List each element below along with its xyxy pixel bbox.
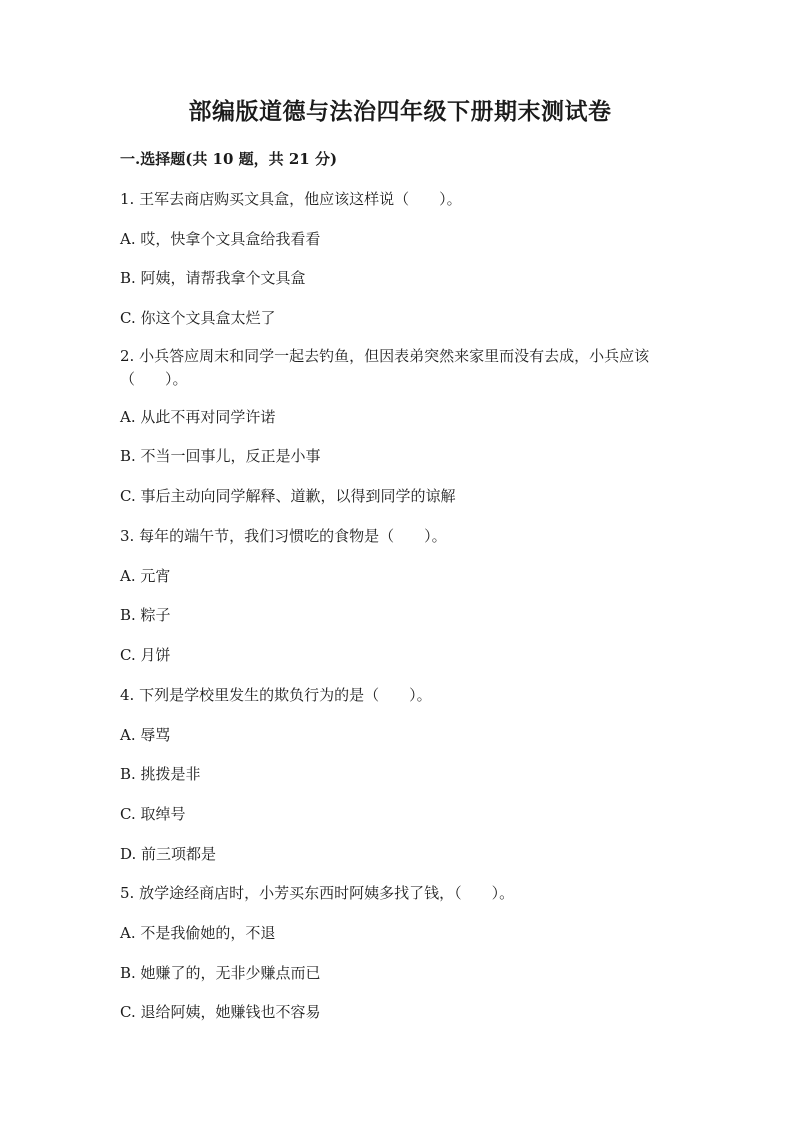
question-5-option-b: B. 她赚了的，无非少赚点而已	[120, 964, 321, 982]
question-4-option-c: C. 取绰号	[120, 805, 186, 823]
question-1-option-c: C. 你这个文具盒太烂了	[120, 309, 276, 327]
question-2-option-b: B. 不当一回事儿，反正是小事	[120, 447, 321, 465]
question-3-option-c: C. 月饼	[120, 646, 171, 664]
question-4-option-a: A. 辱骂	[120, 726, 171, 744]
question-1-option-b: B. 阿姨，请帮我拿个文具盒	[120, 269, 306, 287]
question-4-option-b: B. 挑拨是非	[120, 765, 201, 783]
question-2-option-c: C. 事后主动向同学解释、道歉，以得到同学的谅解	[120, 487, 456, 505]
section-heading: 一.选择题(共 10 题，共 21 分)	[120, 150, 338, 168]
question-5-option-c: C. 退给阿姨，她赚钱也不容易	[120, 1003, 321, 1021]
question-2-option-a: A. 从此不再对同学许诺	[120, 408, 276, 426]
question-4-option-d: D. 前三项都是	[120, 845, 217, 863]
question-5-option-a: A. 不是我偷她的，不退	[120, 924, 276, 942]
question-1-option-a: A. 哎，快拿个文具盒给我看看	[120, 230, 321, 248]
question-1-stem: 1. 王军去商店购买文具盒，他应该这样说（ ）。	[120, 190, 462, 208]
question-3-option-b: B. 粽子	[120, 606, 171, 624]
question-4-stem: 4. 下列是学校里发生的欺负行为的是（ ）。	[120, 686, 432, 704]
question-3-stem: 3. 每年的端午节，我们习惯吃的食物是（ ）。	[120, 527, 447, 545]
question-2-stem: 2. 小兵答应周末和同学一起去钓鱼，但因表弟突然来家里而没有去成，小兵应该（ ）。	[120, 347, 650, 388]
question-5-stem: 5. 放学途经商店时，小芳买东西时阿姨多找了钱，（ ）。	[120, 884, 515, 902]
question-3-option-a: A. 元宵	[120, 567, 171, 585]
exam-title: 部编版道德与法治四年级下册期末测试卷	[188, 98, 612, 125]
